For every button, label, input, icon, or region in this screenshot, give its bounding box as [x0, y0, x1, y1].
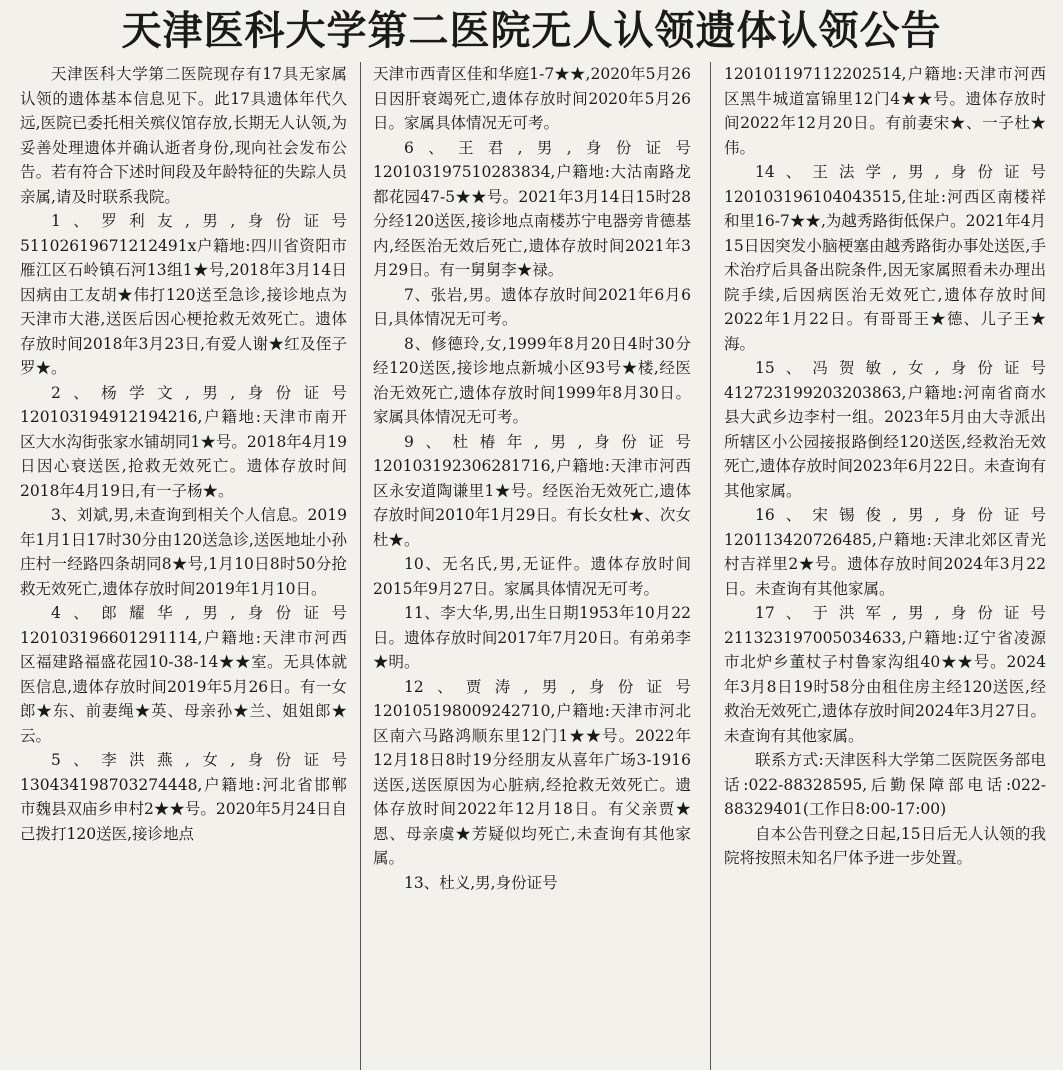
entry-1: 1、罗利友,男,身份证号51102619671212491x户籍地:四川省资阳市雁江区石岭镇石河13组1★号,2018年3月14日因病由工友胡★伟打120送至急诊,接诊地点为天津市大港,送医后因心梗抢救无效死亡。遗体存放时间2018年3月23日,有爱人谢★红及侄子罗★。: [20, 212, 347, 377]
entry-5-part-1: 5、李洪燕,女,身份证号130434198703274448,户籍地:河北省邯郸市魏县双庙乡申村2★★号。2020年5月24日自己拨打120送医,接诊地点: [20, 751, 347, 843]
entry-14: 14、王法学,男,身份证号120103196104043515,住址:河西区南楼祥和里16-7★★,为越秀路街低保户。2021年4月15日因突发小脑梗塞由越秀路街办事处送医,手术治疗后具备出院条件,因无家属照看未办理出院手续,后因病医治无效死亡,遗体存放时间2022年1月22日。有哥哥王★德、儿子王★海。: [724, 163, 1046, 353]
intro-paragraph: 天津医科大学第二医院现存有17具无家属认领的遗体基本信息见下。此17具遗体年代久远,医院已委托相关殡仪馆存放,长期无人认领,为妥善处理遗体并确认逝者身份,现向社会发布公告。若有符合下述时间段及年龄特征的失踪人员亲属,请及时联系我院。: [20, 65, 347, 206]
column-2: [373, 62, 691, 1070]
entry-13-part-1: 13、杜义,男,身份证号: [404, 873, 558, 892]
entry-3: 3、刘斌,男,未查询到相关个人信息。2019年1月1日17时30分由120送急诊,送医地址小孙庄村一经路四条胡同8★号,1月10日8时50分抢救无效死亡,遗体存放时间2019年1月10日。: [20, 506, 347, 598]
column-3: [724, 62, 1046, 1070]
closing-statement: 自本公告刊登之日起,15日后无人认领的我院将按照未知名尸体予进一步处置。: [724, 824, 1046, 867]
notice-body: [0, 62, 1063, 1070]
entry-15: 15、冯贺敏,女,身份证号412723199203203863,户籍地:河南省商水县大武乡边李村一组。2023年5月由大寺派出所辖区小公园接报路倒经120送医,经救治无效死亡,遗体存放时间2023年6月22日。未查询有其他家属。: [724, 359, 1046, 500]
entry-12: 12、贾涛,男,身份证号120105198009242710,户籍地:天津市河北区南六马路鸿顺东里12门1★★号。2022年12月18日8时19分经朋友从喜年广场3-1916送医,送医原因为心脏病,经抢救无效死亡。遗体存放时间2022年12月18日。有父亲贾★恩、母亲虞★芳疑似均死亡,未查询有其他家属。: [373, 677, 691, 867]
entry-5-part-2: 天津市西青区佳和华庭1-7★★,2020年5月26日因肝衰竭死亡,遗体存放时间2020年5月26日。家属具体情况无可考。: [373, 65, 691, 132]
column-divider: [360, 62, 361, 1070]
entry-2: 2、杨学文,男,身份证号120103194912194216,户籍地:天津市南开区大水沟街张家水铺胡同1★号。2018年4月19日因心衰送医,抢救无效死亡。遗体存放时间2018年4月19日,有一子杨★。: [20, 383, 347, 500]
entry-9: 9、杜椿年,男,身份证号120103192306281716,户籍地:天津市河西区永安道陶谦里1★号。经医治无效死亡,遗体存放时间2010年1月29日。有长女杜★、次女杜★。: [373, 432, 691, 549]
entry-16: 16、宋锡俊,男,身份证号120113420726485,户籍地:天津北郊区青光村吉祥里2★号。遗体存放时间2024年3月22日。未查询有其他家属。: [724, 506, 1046, 598]
entry-4: 4、郎耀华,男,身份证号120103196601291114,户籍地:天津市河西区福建路福盛花园10-38-14★★室。无具体就医信息,遗体存放时间2019年5月26日。有一女郎★东、前妻绳★英、母亲孙★兰、姐姐郎★云。: [20, 604, 347, 745]
entry-8: 8、修德玲,女,1999年8月20日4时30分经120送医,接诊地点新城小区93号★楼,经医治无效死亡,遗体存放时间1999年8月30日。家属具体情况无可考。: [373, 334, 691, 426]
entry-7: 7、张岩,男。遗体存放时间2021年6月6日,具体情况无可考。: [373, 285, 691, 328]
contact-info: 联系方式:天津医科大学第二医院医务部电话:022-88328595,后勤保障部电话:022-88329401(工作日8:00-17:00): [724, 751, 1046, 818]
entry-10: 10、无名氏,男,无证件。遗体存放时间2015年9月27日。家属具体情况无可考。: [373, 555, 691, 598]
entry-6: 6、王君,男,身份证号120103197510283834,户籍地:大沽南路龙都花园47-5★★号。2021年3月14日15时28分经120送医,接诊地点南楼苏宁电器旁肯德基内,经医治无效后死亡,遗体存放时间2021年3月29日。有一舅舅李★禄。: [373, 138, 691, 279]
entry-11: 11、李大华,男,出生日期1953年10月22日。遗体存放时间2017年7月20日。有弟弟李★明。: [373, 604, 691, 671]
entry-17: 17、于洪军,男,身份证号211323197005034633,户籍地:辽宁省凌源市北炉乡董杖子村鲁家沟组40★★号。2024年3月8日19时58分由租住房主经120送医,经救治无效死亡,遗体存放时间2024年3月27日。未查询有其他家属。: [724, 604, 1046, 745]
column-1: [20, 62, 347, 1070]
column-divider: [710, 62, 711, 1070]
entry-13-part-2: 120101197112202514,户籍地:天津市河西区黑牛城道富锦里12门4★★号。遗体存放时间2022年12月20日。有前妻宋★、一子杜★伟。: [724, 65, 1046, 157]
notice-title: 天津医科大学第二医院无人认领遗体认领公告: [121, 8, 942, 54]
